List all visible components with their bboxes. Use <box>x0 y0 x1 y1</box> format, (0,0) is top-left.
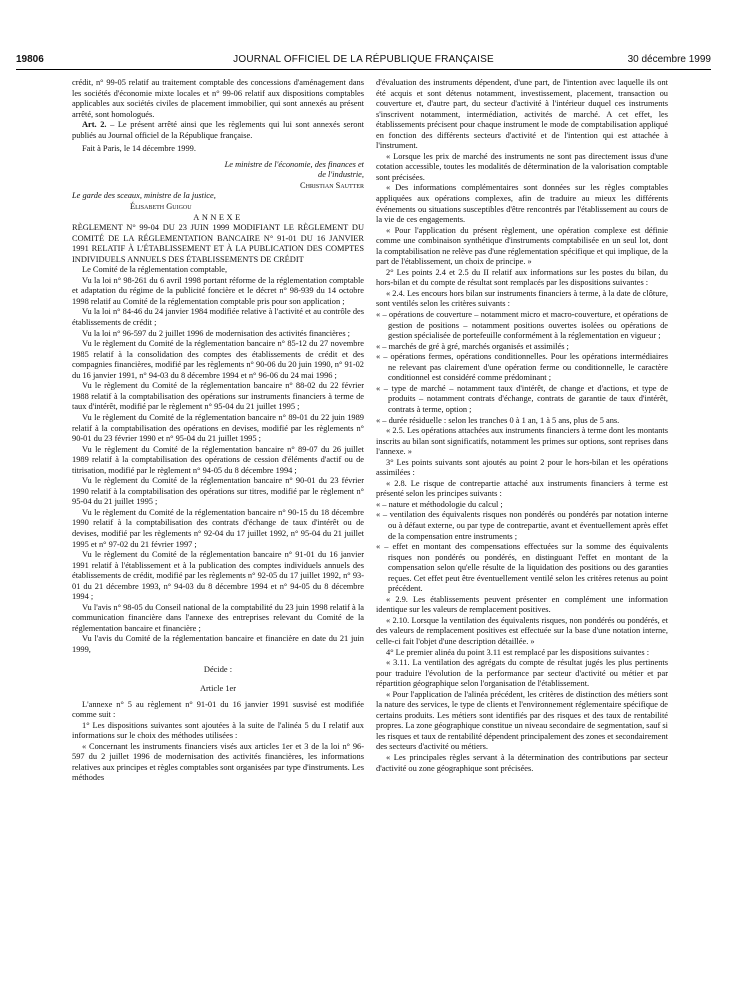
list-item: « – nature et méthodologie du calcul ; <box>376 499 503 509</box>
body-paragraph: 2° Les points 2.4 et 2.5 du II relatif aux informations sur les postes du bilan, du hors-bilan et du compte de résultat sont remplacés par les dispositions suivantes : <box>376 267 668 288</box>
right-column <box>376 78 668 968</box>
body-paragraph: 3° Les points suivants sont ajoutés au point 2 pour le hors-bilan et les opérations assimilées : <box>376 457 668 478</box>
issue-date: 30 décembre 1999 <box>627 54 711 65</box>
article-2-text: – Le présent arrêté ainsi que les règlements qui lui sont annexés seront publiés au Journal officiel de la République française. <box>72 120 364 140</box>
article-1-paragraph: 1° Les dispositions suivantes sont ajoutées à la suite de l'alinéa 5 du I relatif aux informations sur le choix des méthodes utilisées : <box>72 720 364 741</box>
visa-paragraph: Vu la loi n° 96-597 du 2 juillet 1996 de modernisation des activités financières ; <box>82 328 350 338</box>
right-body <box>376 78 668 774</box>
list-item: « – marchés de gré à gré, marchés organisés et assimilés ; <box>376 341 569 351</box>
body-paragraph: « Des informations complémentaires sont données sur les règles comptables appliquées aux opérations complexes, afin de traduire au mieux les différents événements ou situations susceptibles d'être rencontrés par l'établissement au cours de la vie de ces engagements. <box>376 183 668 225</box>
header-rule <box>16 69 711 70</box>
body-paragraph: « 2.9. Les établissements peuvent présenter en complément une information identique sur les valeurs de remplacement positives. <box>376 594 668 615</box>
list-item: « – effet en montant des compensations effectuées sur la somme des équivalents risques non pondérés ou pondérés, en distinguant l'effet en montant de la compensation selon qu'elle résulte de la liquidation des positions ou des garanties reçues. Cet effet peut être éventuellement ventilé selon les critères retenus au point précédent. <box>376 542 668 594</box>
signature-date: Fait à Paris, le 14 décembre 1999. <box>82 144 196 154</box>
garde-title: Le garde des sceaux, ministre de la justice, <box>72 191 216 201</box>
article-2-label: Art. 2. <box>82 120 107 130</box>
reglement-title: RÈGLEMENT N° 99-04 DU 23 JUIN 1999 MODIFIANT LE RÈGLEMENT DU COMITÉ DE LA RÉGLEMENTATION BANCAIRE N° 91-01 DU 16 JANVIER 1991 RELATIF À L'ÉTABLISSEMENT ET À LA PUBLICATION DES COMPTES INDIVIDUELS ANNUELS DES ÉTABLISSEMENTS DE CRÉDIT <box>72 223 364 264</box>
visa-paragraph: Le Comité de la réglementation comptable, <box>82 265 228 275</box>
visa-paragraph: Vu le règlement du Comité de la réglementation bancaire n° 91-01 du 16 janvier 1991 relatif à l'établissement et à la publication des comptes individuels annuels des établissements de crédit, modifié par les règlements n° 92-05 du 17 juillet 1992, n° 93-01 du 21 décembre 1993, n° 94-03 du 8 décembre 1994 et n° 94-05 du 8 décembre 1994 ; <box>72 550 364 602</box>
article-1-paragraph: L'annexe n° 5 au règlement n° 91-01 du 16 janvier 1991 susvisé est modifiée comme suit : <box>72 699 364 720</box>
annexe-heading: ANNEXE <box>193 212 243 222</box>
page-number: 19806 <box>16 54 44 65</box>
body-paragraph: « Lorsque les prix de marché des instruments ne sont pas directement issus d'une cotation accessible, toutes les modalités de détermination de la valorisation comptable sont précisées. <box>376 151 668 182</box>
body-paragraph: « Pour l'application de l'alinéa précédent, les critères de distinction des métiers sont la nature des services, le type de clients et l'environnement réglementaire spécifique de certains produits. Les métiers sont identifiés par des risques et des taux de rentabilité propres. La zone géographique constitue un niveau secondaire de segmentation, sauf si les risques et taux de rentabilité dépendent principalement des zones et secondairement des secteurs d'activité ou métiers. <box>376 689 668 752</box>
minister-name: Christian Sautter <box>300 180 364 190</box>
visa-paragraph: Vu le règlement du Comité de la réglementation bancaire n° 89-01 du 22 juin 1989 relatif à la comptabilisation des opérations en devises, modifié par les règlements n° 90-01 du 23 février 1990 et n° 95-04 du 21 juillet 1995 ; <box>72 412 364 444</box>
journal-title: JOURNAL OFFICIEL DE LA RÉPUBLIQUE FRANÇAISE <box>233 54 494 65</box>
body-paragraph: « 2.8. Le risque de contrepartie attaché aux instruments financiers à terme est présenté selon les principes suivants : <box>376 478 668 499</box>
visa-paragraph: Vu la loi n° 84-46 du 24 janvier 1984 modifiée relative à l'activité et au contrôle des établissements de crédit ; <box>72 307 364 328</box>
visa-paragraph: Vu le règlement du Comité de la réglementation bancaire n° 90-01 du 23 février 1990 relatif à la comptabilisation des opérations sur titres, modifié par le règlement n° 95-04 du 21 juillet 1995 ; <box>72 476 364 507</box>
body-paragraph: « 3.11. La ventilation des agrégats du compte de résultat jugés les plus pertinents pour traduire l'évolution de la performance par secteur d'activité ou métier et par répartition géographique selon l'organisation de l'établissement. <box>376 658 668 689</box>
visa-paragraph: Vu le règlement du Comité de la réglementation bancaire n° 90-15 du 18 décembre 1990 relatif à la comptabilisation des contrats d'échange de taux d'intérêt ou de devises, modifié par les règlements n° 92-04 du 17 juillet 1992, n° 95-04 du 21 juillet 1995 et n° 97-02 du 21 février 1997 ; <box>72 507 364 549</box>
body-paragraph: « Pour l'application du présent règlement, une opération complexe est définie comme une combinaison synthétique d'instruments comptabilisée en un seul lot, dont la comptabilisation ne relève pas d'une réglementation spécifique et qui implique, de la part de l'établissement, un choix de principe. » <box>376 225 668 267</box>
garde-name: Élisabeth Guigou <box>130 202 192 212</box>
list-item: « – durée résiduelle : selon les tranches 0 à 1 an, 1 à 5 ans, plus de 5 ans. <box>376 415 620 425</box>
visa-paragraph: Vu le règlement du Comité de la réglementation bancaire n° 89-07 du 26 juillet 1989 relatif à la comptabilisation des opérations de cession d'éléments d'actif ou de titrisation, modifié par le règlement n° 94-05 du 8 décembre 1994 ; <box>72 444 364 475</box>
body-paragraph: « 2.4. Les encours hors bilan sur instruments financiers à terme, à la date de clôture, sont ventilés selon les critères suivants : <box>376 288 668 309</box>
left-column <box>72 78 364 968</box>
visa-paragraph: Vu le règlement du Comité de la réglementation bancaire n° 85-12 du 27 novembre 1985 relatif à la consolidation des comptes des établissements de crédit et des compagnies financières, modifié par les règlements n° 90-06 du 20 juin 1990, n° 91-02 du 16 janvier 1991, n° 94-03 du 8 décembre 1994 et n° 96-06 du 24 mai 1996 ; <box>72 339 364 380</box>
body-paragraph: d'évaluation des instruments dépendent, d'une part, de l'intention avec laquelle ils ont été acquis et sont détenus notamment, investissement, placement, transaction ou couverture et, d'autre part, du secteur d'activité à l'intérieur duquel ces instruments s'inscrivent notamment, intermédiation, activités de marché. A cet effet, les établissements précisent pour chaque instrument le mode de comptabilisation appliqué en fonction des différents secteurs d'activité et de l'intention qui est attachée à l'instrument. <box>376 78 668 151</box>
visas-list <box>72 265 364 655</box>
list-item: « – opérations fermes, opérations conditionnelles. Pour les opérations intermédiaires ne relevant pas clairement d'une opération ferme ou conditionnelle, le caractère conditionnel est considéré comme prédominant ; <box>376 352 668 383</box>
visa-paragraph: Vu la loi n° 98-261 du 6 avril 1998 portant réforme de la réglementation comptable et adaptation du régime de la publicité foncière et le décret n° 98-939 du 14 octobre 1998 relatif au Comité de la réglementation comptable pris pour son application ; <box>72 275 364 306</box>
decide-heading: Décide : <box>203 664 233 674</box>
page-header <box>16 54 711 68</box>
list-item: « – ventilation des équivalents risques non pondérés ou pondérés par notation interne ou à défaut externe, ou par type de contrepartie, avant et éventuellement après effet de la compensation entre instruments ; <box>376 510 668 541</box>
article-1-paragraph: « Concernant les instruments financiers visés aux articles 1er et 3 de la loi n° 96-597 du 2 juillet 1996 de modernisation des activités financières, les informations relatives aux principes et règles comptables sont organisées par type d'instruments. Les méthodes <box>72 741 364 783</box>
visa-paragraph: Vu le règlement du Comité de la réglementation bancaire n° 88-02 du 22 février 1988 relatif à la comptabilisation des opérations sur instruments financiers à terme de taux d'intérêt, modifié par le règlement n° 95-04 du 21 juillet 1995 ; <box>72 381 364 412</box>
list-item: « – type de marché – notamment taux d'intérêt, de change et d'actions, et type de produits – notamment contrats d'échange, contrats de garantie de taux d'intérêt, contrats à terme, option ; <box>376 383 668 414</box>
body-paragraph: « 2.10. Lorsque la ventilation des équivalents risques, non pondérés ou pondérés, et des valeurs de remplacement positives est effectuée sur la base d'une notation interne, celle-ci fait l'objet d'une description détaillée. » <box>376 615 668 646</box>
body-paragraph: « Les principales règles servant à la détermination des contributions par secteur d'activité ou zone géographique sont précisées. <box>376 753 668 773</box>
article-2 <box>72 120 364 141</box>
visa-paragraph: Vu l'avis du Comité de la réglementation bancaire et financière en date du 21 juin 1999, <box>72 634 364 654</box>
visa-paragraph: Vu l'avis n° 98-05 du Conseil national de la comptabilité du 23 juin 1998 relatif à la communication financière dans l'annexe des entreprises relevant du Comité de la réglementation bancaire et financière ; <box>72 602 364 633</box>
minister-title: Le ministre de l'économie, des finances et de l'industrie, <box>224 159 364 180</box>
list-item: « – opérations de couverture – notamment micro et macro-couverture, et opérations de gestion de positions – notamment positions ouvertes isolées ou opérations de gestion spécialisée de portefeuille conformément à la réglementation en vigueur ; <box>376 310 668 341</box>
body-paragraph: 4° Le premier alinéa du point 3.11 est remplacé par les dispositions suivantes : <box>386 647 650 657</box>
body-paragraph: « 2.5. Les opérations attachées aux instruments financiers à terme dont les montants inscrits au bilan sont significatifs, notamment les primes sur options, sont reprises dans l'annexe. » <box>376 426 668 457</box>
article-1-body <box>72 700 364 784</box>
article-1-heading: Article 1er <box>199 684 237 694</box>
intro-paragraph: crédit, n° 99-05 relatif au traitement comptable des concessions d'aménagement dans les sociétés d'économie mixte locales et n° 99-06 relatif aux dispositions comptables applicables aux sociétés civiles de placement immobilier, qui sont annexés au présent arrêté, sont homologués. <box>72 78 364 119</box>
